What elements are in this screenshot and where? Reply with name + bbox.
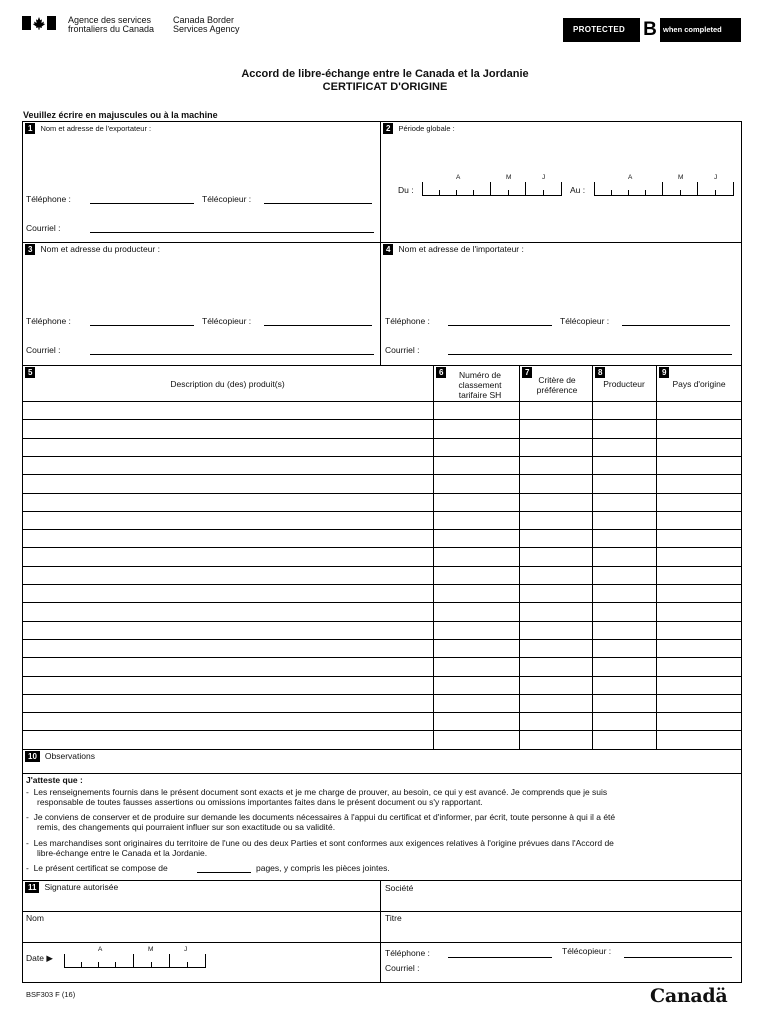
table-row[interactable]: [22, 657, 742, 676]
field4-telephone-input[interactable]: [448, 325, 552, 326]
agency-fr-line1: Agence des services: [68, 15, 152, 25]
field4-telephone-label: Téléphone :: [385, 316, 430, 326]
field2-du-label: Du :: [398, 185, 414, 195]
attest-p2-line1: Je conviens de conserver et de produire sur demande les documents nécessaires à l'appui du certificat et d'informer, par écrit, toute personne à qui il a été: [33, 812, 616, 822]
col7-num-badge: 7: [522, 367, 532, 378]
field1-number: 1: [25, 123, 35, 134]
title-line1: Accord de libre-échange entre le Canada et la Jordanie: [241, 68, 529, 80]
field2-au-label: Au :: [570, 185, 586, 195]
field3-courriel-input[interactable]: [90, 354, 374, 355]
when-completed-label: when completed: [663, 25, 722, 34]
field4-header: [383, 244, 524, 255]
date-day-label: J: [184, 946, 188, 953]
table-row[interactable]: [22, 419, 742, 438]
signature-label: Signature autorisée: [44, 882, 119, 892]
col7-header-line2: préférence: [536, 385, 578, 395]
field4-courriel-label: Courriel :: [385, 345, 420, 355]
title-line2: CERTIFICAT D'ORIGINE: [322, 81, 448, 93]
table-row[interactable]: [22, 712, 742, 731]
table-row[interactable]: [22, 694, 742, 713]
agency-en-line2: Services Agency: [173, 24, 240, 34]
table-row[interactable]: [22, 474, 742, 493]
col6-num-badge: 6: [436, 367, 446, 378]
field1-telephone-input[interactable]: [90, 203, 194, 204]
field10-label: Observations: [44, 751, 95, 761]
attest-p4-prefix: Le présent certificat se compose de: [33, 863, 168, 873]
field4-courriel-input[interactable]: [448, 354, 732, 355]
field2-header: [383, 123, 455, 134]
field10-header: [25, 751, 95, 762]
field3-label: Nom et adresse du producteur :: [40, 244, 160, 254]
field4-telecopieur-input[interactable]: [622, 325, 730, 326]
from-year-label: A: [456, 174, 461, 181]
field3-header: [25, 244, 160, 255]
col5-number: [25, 367, 40, 378]
attest-paragraph-1: - Les renseignements fournis dans le présent document sont exacts et je me charge de prouver, au besoin, ce qui y est avancé. Je comprends que je suis responsable de toutes fausses assertions ou omissions importantes faites dans le présent document ou s'y rapportant.: [26, 787, 738, 807]
form-code: BSF303 F (16): [26, 990, 76, 999]
date-label: Date ▶: [26, 953, 53, 963]
field11-header: [25, 882, 118, 893]
field1-telecopieur-label: Télécopieur :: [202, 194, 252, 204]
to-month-label: M: [678, 174, 684, 181]
agency-name-en: [173, 16, 240, 34]
nom-input[interactable]: [24, 924, 378, 940]
attest-p1-line1: Les renseignements fournis dans le présent document sont exacts et je me charge de prouver, au besoin, ce qui y est avancé. Je comprends que je suis: [33, 787, 608, 797]
field2-number: 2: [383, 123, 393, 134]
table-row[interactable]: [22, 511, 742, 530]
col8-number: [595, 367, 610, 378]
page-count-input[interactable]: [197, 872, 251, 873]
table-row[interactable]: [22, 621, 742, 640]
attest-p3-line2: libre-échange entre le Canada et la Jordanie.: [37, 848, 208, 858]
table-row[interactable]: [22, 730, 742, 749]
canada-flag-icon: [22, 16, 56, 35]
col6-header-line3: tarifaire SH: [458, 390, 502, 400]
date-month-label: M: [148, 946, 154, 953]
observations-input[interactable]: [24, 762, 740, 772]
period-to-date[interactable]: [594, 174, 734, 196]
from-day-label: J: [542, 174, 546, 181]
attest-p4-suffix: pages, y compris les pièces jointes.: [256, 863, 390, 873]
field11-number: 11: [25, 882, 39, 893]
col7-header: [522, 375, 592, 395]
table-row[interactable]: [22, 639, 742, 658]
table-row[interactable]: [22, 547, 742, 566]
table-row[interactable]: [22, 676, 742, 695]
exporter-address-area[interactable]: [24, 136, 378, 186]
form-title: [0, 68, 770, 94]
table-row[interactable]: [22, 584, 742, 603]
signature-date[interactable]: [64, 946, 206, 968]
col5-header: Description du (des) produit(s): [170, 379, 285, 389]
to-year-label: A: [628, 174, 633, 181]
canada-wordmark: [650, 985, 727, 1007]
col9-header: Pays d'origine: [672, 379, 726, 389]
protected-badge: [563, 18, 741, 42]
field4-number: 4: [383, 244, 393, 255]
field11-telephone-input[interactable]: [448, 957, 552, 958]
field3-courriel-label: Courriel :: [26, 345, 61, 355]
table-row[interactable]: [22, 456, 742, 475]
instruction-text: Veuillez écrire en majuscules ou à la machine: [23, 110, 218, 120]
col9-num-badge: 9: [659, 367, 669, 378]
field3-number: 3: [25, 244, 35, 255]
attest-heading: J'atteste que :: [26, 775, 83, 785]
col5-num-badge: 5: [25, 367, 35, 378]
field11-telecopieur-label: Télécopieur :: [562, 946, 612, 956]
agency-fr-line2: frontaliers du Canada: [68, 24, 155, 34]
titre-input[interactable]: [382, 924, 740, 940]
table-row[interactable]: [22, 602, 742, 621]
field1-header: [25, 123, 151, 134]
attest-p1-line2: responsable de toutes fausses assertions ou omissions importantes faites dans le présent document ou s'y rapportant.: [37, 797, 483, 807]
field11-courriel-label: Courriel :: [385, 963, 420, 973]
titre-label: Titre: [385, 913, 402, 923]
field1-telecopieur-input[interactable]: [264, 203, 372, 204]
field3-telecopieur-input[interactable]: [264, 325, 372, 326]
field4-telecopieur-label: Télécopieur :: [560, 316, 610, 326]
nom-label: Nom: [26, 913, 44, 923]
field1-courriel-label: Courriel :: [26, 223, 61, 233]
field3-telecopieur-label: Télécopieur :: [202, 316, 252, 326]
societe-label: Société: [385, 883, 414, 893]
from-month-label: M: [506, 174, 512, 181]
field2-label: Période globale :: [398, 124, 455, 133]
field1-courriel-input[interactable]: [90, 232, 374, 233]
signature-input[interactable]: [24, 894, 378, 910]
protected-label: PROTECTED: [573, 25, 626, 34]
attest-p3-line1: Les marchandises sont originaires du territoire de l'une ou des deux Parties et sont conformes aux exigences relatives à l'origine prévues dans l'Accord de: [33, 838, 614, 848]
field3-telephone-label: Téléphone :: [26, 316, 71, 326]
field3-telephone-input[interactable]: [90, 325, 194, 326]
col7-header-line1: Critère de: [538, 375, 576, 385]
field11-telephone-label: Téléphone :: [385, 948, 430, 958]
attest-p2-line2: remis, des changements qui pourraient influer sur son exactitude ou sa validité.: [37, 822, 336, 832]
table-row[interactable]: [22, 438, 742, 457]
table-row[interactable]: [22, 566, 742, 585]
importer-address-area[interactable]: [382, 258, 740, 308]
field1-telephone-label: Téléphone :: [26, 194, 71, 204]
to-day-label: J: [714, 174, 718, 181]
date-year-label: A: [98, 946, 103, 953]
attest-paragraph-2: - Je conviens de conserver et de produire sur demande les documents nécessaires à l'appui du certificat et d'informer, par écrit, toute personne à qui il a été remis, des changements qui pourraient influer sur son exactitude ou sa validité.: [26, 812, 738, 832]
table-row[interactable]: [22, 493, 742, 512]
attest-paragraph-4: - Le présent certificat se compose de: [26, 863, 168, 873]
field1-label: Nom et adresse de l'exportateur :: [40, 124, 152, 133]
table-row[interactable]: [22, 401, 742, 420]
field11-courriel-input[interactable]: [430, 963, 732, 975]
protected-level: B: [640, 18, 660, 42]
field4-label: Nom et adresse de l'importateur :: [398, 244, 524, 254]
table-row[interactable]: [22, 529, 742, 548]
field11-telecopieur-input[interactable]: [624, 957, 732, 958]
producer-address-area[interactable]: [24, 258, 378, 308]
attest-paragraph-3: - Les marchandises sont originaires du territoire de l'une ou des deux Parties et sont conformes aux exigences relatives à l'origine prévues dans l'Accord de libre-échange entre le Canada et la Jordanie.: [26, 838, 738, 858]
col8-header: Producteur: [603, 379, 645, 389]
agency-en-line1: Canada Border: [173, 15, 235, 25]
col6-header: [445, 370, 515, 400]
col8-num-badge: 8: [595, 367, 605, 378]
col6-header-line2: classement: [458, 380, 502, 390]
agency-name-fr: [68, 16, 154, 34]
societe-input[interactable]: [382, 894, 740, 910]
period-from-date[interactable]: [422, 174, 562, 196]
col6-header-line1: Numéro de: [458, 370, 502, 380]
canada-wordmark-text: Canadä: [650, 985, 728, 1007]
col9-number: [659, 367, 674, 378]
field10-number: 10: [25, 751, 40, 762]
